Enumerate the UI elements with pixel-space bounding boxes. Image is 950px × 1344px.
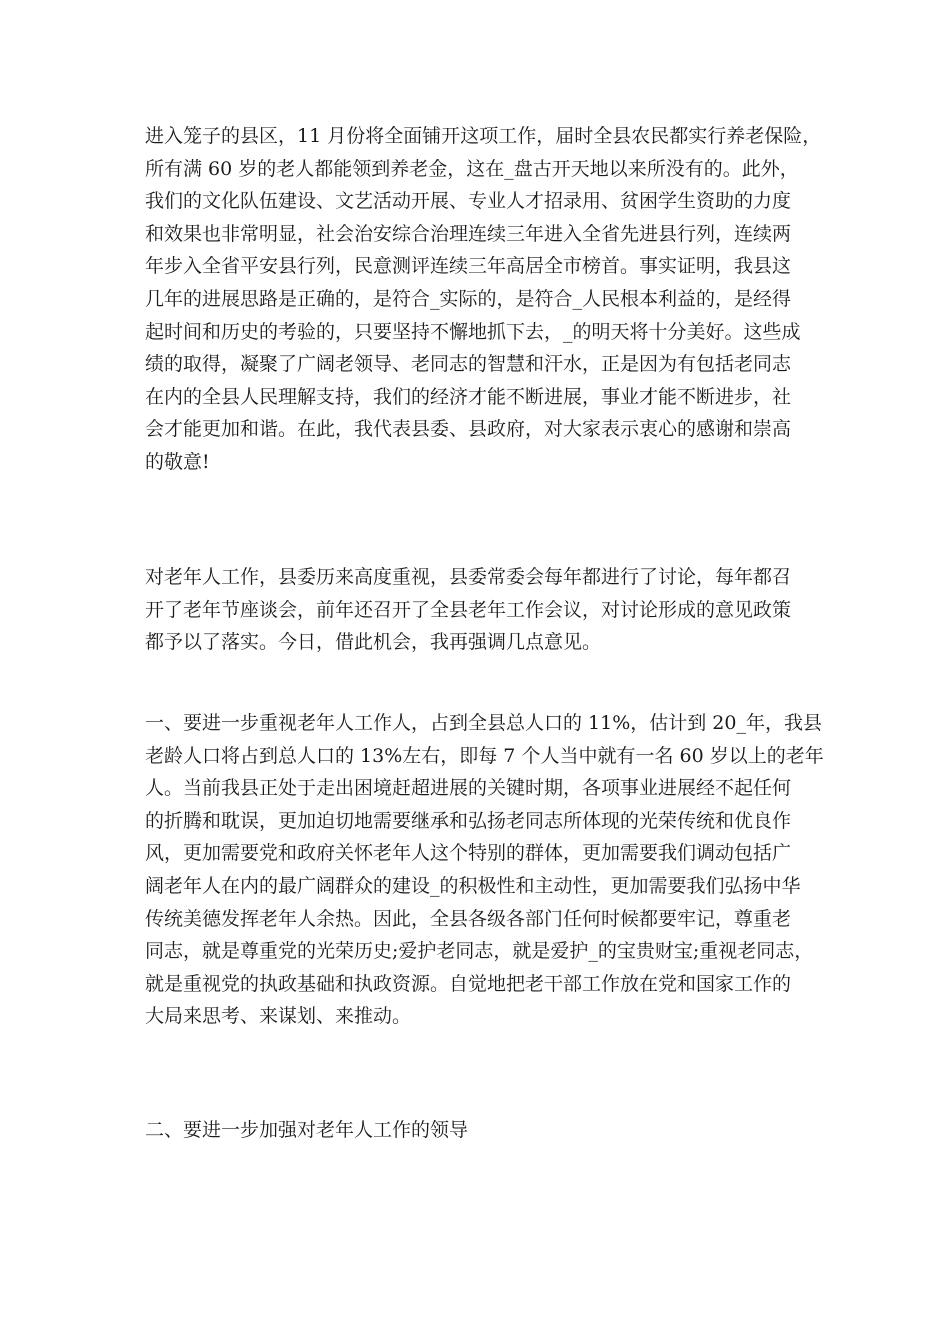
text-line: 风，更加需要党和政府关怀老年人这个特别的群体，更加需要我们调动包括广 [145,842,792,865]
text-line: 会才能更加和谐。在此，我代表县委、县政府，对大家表示衷心的感谢和崇高 [145,418,792,441]
text-line: 人。当前我县正处于走出困境赶超进展的关键时期，各项事业进展经不起任何 [145,777,792,800]
text-line: 所有满 60 岁的老人都能领到养老金，这在_盘古开天地以来所没有的。此外， [145,157,799,180]
text-line: 一、要进一步重视老年人工作人，占到全县总人口的 11%，估计到 20_年，我县 [145,712,822,734]
text-line: 传统美德发挥老年人余热。因此，全县各级各部门任何时候都要牢记，尊重老 [145,907,792,930]
paragraph-3 [145,707,825,1033]
text-line: 老龄人口将占到总人口的 13%左右，即每 7 个人当中就有一名 60 岁以上的老年 [145,744,824,767]
text-line: 进入笼子的县区，11 月份将全面铺开这项工作，届时全县农民都实行养老保险， [145,125,822,147]
text-line: 和效果也非常明显，社会治安综合治理连续三年进入全省先进县行列，连续两 [145,222,792,245]
text-line: 都予以了落实。今日，借此机会，我再强调几点意见。 [145,631,602,654]
paragraph-1 [145,120,825,479]
text-line: 同志，就是尊重党的光荣历史;爱护老同志，就是爱护_的宝贵财宝;重视老同志， [145,940,814,963]
text-line: 大局来思考、来谋划、来推动。 [145,1005,412,1028]
text-line: 阔老年人在内的最广阔群众的建设_的积极性和主动性，更加需要我们弘扬中华 [145,874,801,897]
text-line: 在内的全县人民理解支持，我们的经济才能不断进展，事业才能不断进步，社 [145,385,792,408]
text-line: 年步入全省平安县行列，民意测评连续三年高居全市榜首。事实证明，我县这 [145,255,792,278]
text-line: 我们的文化队伍建设、文艺活动开展、专业人才招录用、贫困学生资助的力度 [145,190,792,213]
text-line: 的折腾和耽误，更加迫切地需要继承和弘扬老同志所体现的光荣传统和优良作 [145,809,792,832]
text-line: 起时间和历史的考验的，只要坚持不懈地抓下去，_的明天将十分美好。这些成 [145,320,801,343]
text-line: 绩的取得，凝聚了广阔老领导、老同志的智慧和汗水，正是因为有包括老同志 [145,353,792,376]
section-heading [145,1114,825,1147]
text-line: 开了老年节座谈会，前年还召开了全县老年工作会议，对讨论形成的意见政策 [145,598,792,621]
text-line: 二、要进一步加强对老年人工作的领导 [145,1119,469,1141]
text-line: 的敬意! [145,450,210,473]
text-line: 就是重视党的执政基础和执政资源。自觉地把老干部工作放在党和国家工作的 [145,972,792,995]
text-line: 对老年人工作，县委历来高度重视，县委常委会每年都进行了讨论，每年都召 [145,566,792,588]
paragraph-2 [145,561,825,659]
text-line: 几年的进展思路是正确的，是符合_实际的，是符合_人民根本利益的，是经得 [145,287,792,310]
